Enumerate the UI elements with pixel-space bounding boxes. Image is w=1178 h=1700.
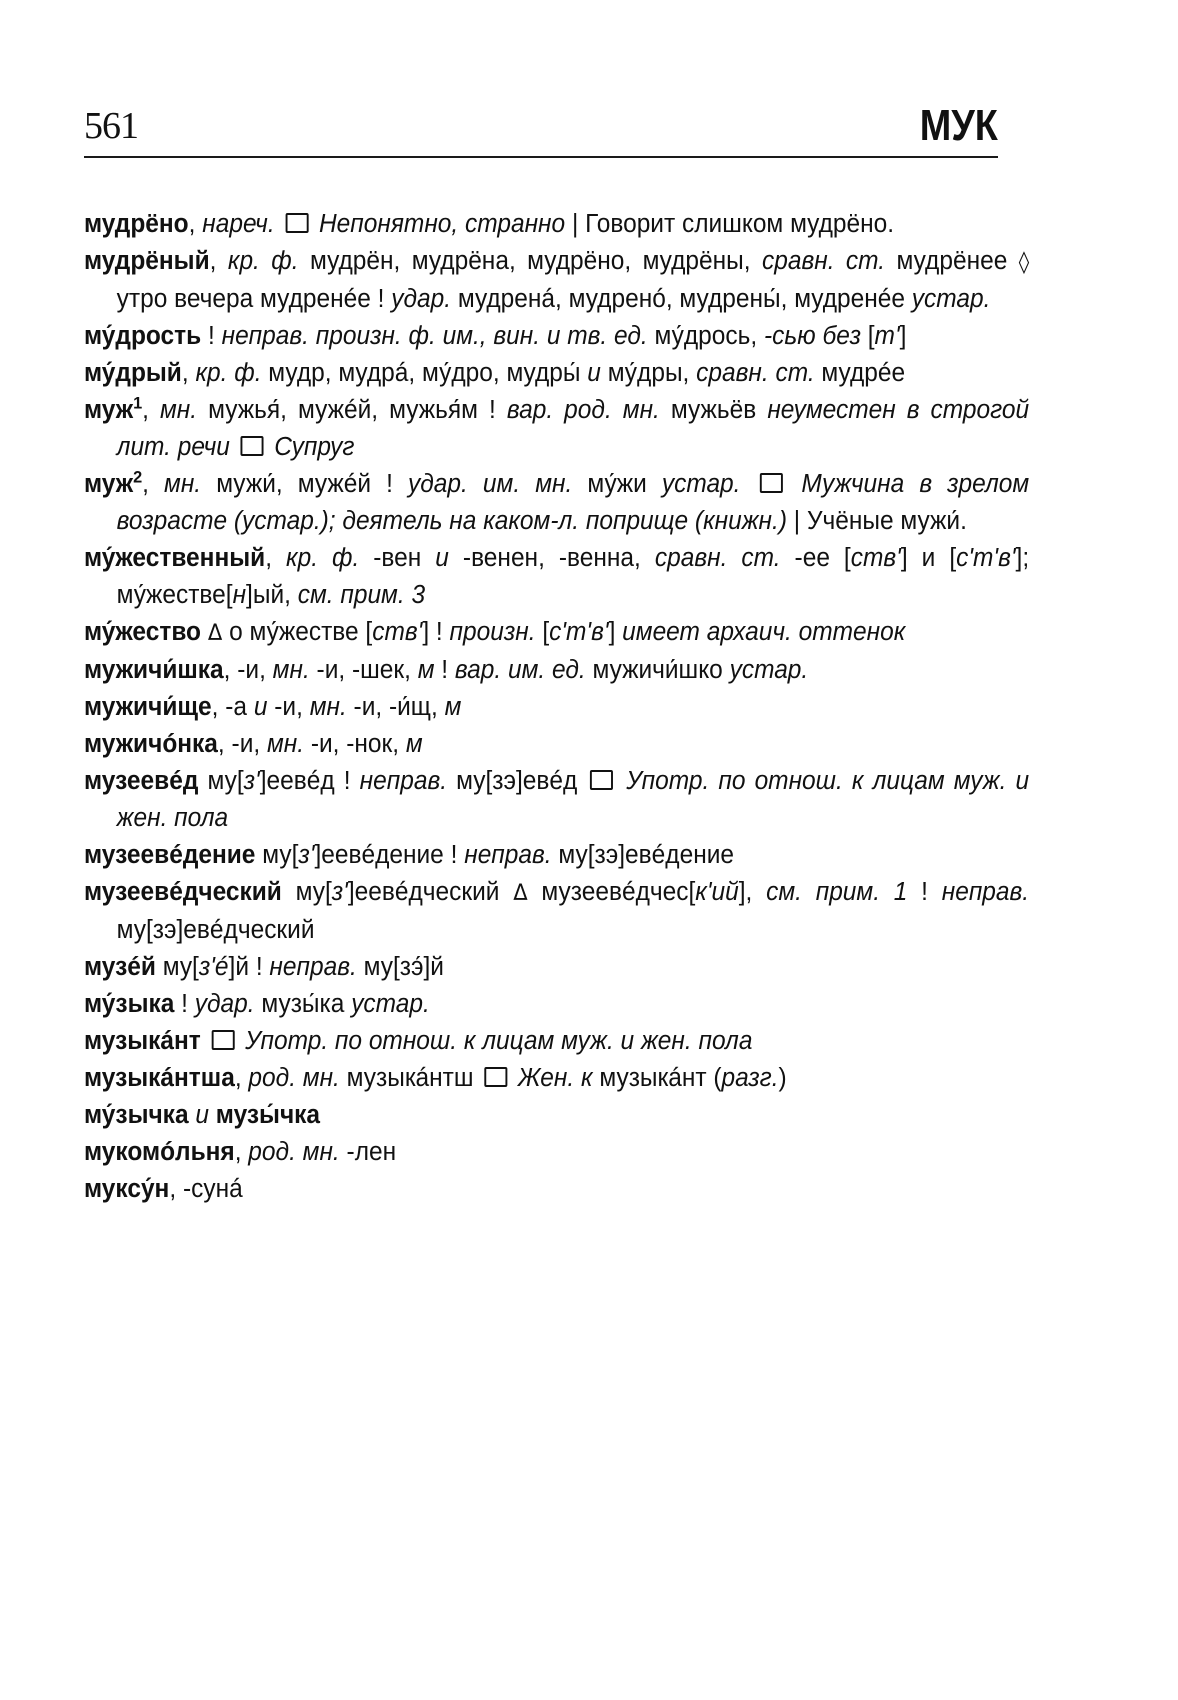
entry-text — [201, 1027, 208, 1055]
grammar-label: устар. — [729, 656, 809, 684]
entry-text: ]еевéд ! — [259, 767, 360, 795]
grammar-label: удар. — [391, 285, 452, 313]
entry-text: ]ый, — [246, 581, 298, 609]
grammar-label: см. прим. 1 — [766, 878, 908, 906]
headword: мужичи́шка — [84, 656, 224, 684]
entry-text: му[ — [198, 767, 244, 795]
entry-text: ]еевéдение ! — [314, 841, 465, 869]
dictionary-entry — [84, 1097, 1029, 1134]
grammar-label: неправ. — [464, 841, 552, 869]
entry-text: [ — [860, 322, 875, 350]
grammar-label: сравн. ст. — [654, 544, 781, 572]
entry-text: му́дрось, — [647, 322, 764, 350]
entry-text: мудрёнее — [885, 247, 1019, 275]
grammar-label: неправ. — [359, 767, 448, 795]
entry-text: ! — [201, 322, 222, 350]
entry-text: ! — [174, 990, 195, 1018]
definition-box-icon — [241, 436, 264, 456]
headword: музéй — [84, 953, 156, 981]
headword: му́зычка — [84, 1101, 189, 1129]
triangle-icon: Δ — [513, 881, 528, 906]
headword: муж — [84, 470, 134, 498]
entry-text: | Учёные мужи́. — [786, 507, 967, 535]
entry-text: -ее [ — [780, 544, 851, 572]
headword: музеевéдение — [84, 841, 256, 869]
grammar-label: кр. ф. — [195, 359, 262, 387]
dictionary-entry — [84, 1134, 1029, 1171]
dictionary-entry — [84, 986, 1029, 1023]
entry-text: му[ — [281, 878, 332, 906]
grammar-label: удар. им. мн. — [408, 470, 573, 498]
entry-text: му[зэ́]й — [356, 953, 444, 981]
entry-text: ] — [608, 618, 623, 646]
grammar-label: вар. им. ед. — [454, 656, 586, 684]
entry-text: му[ — [155, 953, 199, 981]
entry-text: му[зэ]евéдческий — [116, 916, 315, 944]
entry-text — [275, 210, 282, 238]
dictionary-entry — [84, 1060, 1029, 1097]
entry-text: мудр, мудрá, му́дро, мудры́ — [261, 359, 588, 387]
grammar-label: вар. род. мн. — [506, 396, 660, 424]
grammar-label: и — [253, 693, 268, 721]
entry-text: ]й ! — [228, 953, 270, 981]
dictionary-entry — [84, 763, 1029, 837]
entry-text: мудрён, мудрёна, мудрёно, мудрёны, — [298, 247, 762, 275]
entry-text: мужи́, мужéй ! — [201, 470, 409, 498]
headword: мужичóнка — [84, 730, 218, 758]
grammar-label: н — [232, 581, 247, 609]
entry-text: мужичи́шко — [585, 656, 730, 684]
entry-text: -лен — [339, 1138, 397, 1166]
entry-text: мудрéе — [814, 359, 906, 387]
grammar-label: с'т'в' — [549, 618, 609, 646]
entry-text: ! — [907, 878, 942, 906]
entry-text: мужьёв — [659, 396, 768, 424]
entry-text: ! — [434, 656, 455, 684]
headword: мудрёный — [84, 247, 210, 275]
entry-text: -и, -и́щ, — [346, 693, 445, 721]
homonym-index: 2 — [133, 467, 143, 487]
entry-text: , -и, — [223, 656, 273, 684]
grammar-label: кр. ф. — [227, 247, 299, 275]
entry-text: , — [188, 210, 203, 238]
entry-text — [230, 433, 237, 461]
headword: мукомóльня — [84, 1138, 235, 1166]
grammar-label: сравн. ст. — [761, 247, 886, 275]
grammar-label: т' — [874, 322, 900, 350]
grammar-label: устар. — [661, 470, 741, 498]
entry-text: -и, -нок, — [304, 730, 406, 758]
entry-text: , -сунá — [169, 1175, 243, 1203]
entry-text: , — [209, 247, 228, 275]
entry-text — [740, 470, 755, 498]
entry-text: му́жи — [572, 470, 662, 498]
headword: му́жество — [84, 618, 202, 646]
grammar-label: з'é — [198, 953, 229, 981]
definition-box-icon — [590, 770, 613, 790]
entry-text: , — [142, 470, 165, 498]
grammar-label: ств' — [850, 544, 901, 572]
grammar-label: з' — [298, 841, 315, 869]
grammar-label: неправ. — [269, 953, 357, 981]
dictionary-entry — [84, 1171, 1029, 1208]
dictionary-entry — [84, 392, 1029, 466]
grammar-label: устар. — [351, 990, 430, 1018]
grammar-label: род. мн. — [248, 1138, 340, 1166]
grammar-label: м — [444, 693, 462, 721]
entry-text: , — [265, 544, 287, 572]
grammar-label: Употр. по отнош. к лицам муж. и жен. пола — [116, 767, 1030, 832]
entry-text: му[зэ]евéдение — [551, 841, 735, 869]
entry-text: -и, — [267, 693, 310, 721]
entry-text — [189, 1101, 196, 1129]
dictionary-entry — [84, 689, 1029, 726]
entry-text: музеевéдчес[ — [527, 878, 696, 906]
entry-text: , — [181, 359, 196, 387]
entry-text: , — [234, 1064, 249, 1092]
grammar-label: и — [435, 544, 449, 572]
entry-text: , -а — [211, 693, 254, 721]
headword: музеевéдческий — [84, 878, 282, 906]
grammar-label: Жен. к — [511, 1064, 593, 1092]
grammar-label: и — [587, 359, 601, 387]
guide-word: МУК — [919, 101, 998, 150]
dictionary-page — [84, 96, 1030, 1208]
grammar-label: Непонятно, странно — [312, 210, 566, 238]
entry-text: му[зэ]евéд — [447, 767, 587, 795]
grammar-label: неправ. произн. ф. им., вин. и тв. ед. — [221, 322, 648, 350]
grammar-label: мн. — [164, 470, 202, 498]
headword: музыкáнтша — [84, 1064, 235, 1092]
dictionary-entry — [84, 726, 1029, 763]
grammar-label: имеет архаич. оттенок — [622, 618, 906, 646]
headword: мужичи́ще — [84, 693, 212, 721]
definition-box-icon — [211, 1030, 234, 1050]
entry-text: музыкáнтш — [339, 1064, 481, 1092]
grammar-label: мн. — [266, 730, 305, 758]
entry-text: -вен — [359, 544, 436, 572]
grammar-label: Супруг — [267, 433, 355, 461]
grammar-label: м — [417, 656, 435, 684]
headword: музеевéд — [84, 767, 199, 795]
headword: музы́чка — [215, 1101, 321, 1129]
entry-text: | Говорит слишком мудрёно. — [565, 210, 895, 238]
grammar-label: -сью без — [763, 322, 861, 350]
entry-text: о му́жестве [ — [222, 618, 373, 646]
entry-text: мудренá, мудренó, мудрены́, мудренéе — [451, 285, 912, 313]
grammar-label: разг. — [721, 1064, 779, 1092]
grammar-label: произн. — [449, 618, 536, 646]
entry-text: ) — [778, 1064, 787, 1092]
dictionary-entry — [84, 652, 1029, 689]
dictionary-entry — [84, 614, 1029, 652]
entry-text: музыкáнт ( — [592, 1064, 722, 1092]
grammar-label: Употр. по отнош. к лицам муж. и жен. пола — [238, 1027, 753, 1055]
entry-text: ] и [ — [900, 544, 957, 572]
entry-text: [ — [535, 618, 550, 646]
dictionary-entry — [84, 540, 1029, 614]
headword: мудрёно — [84, 210, 189, 238]
grammar-label: з' — [243, 767, 260, 795]
entry-text: -и, -шек, — [309, 656, 418, 684]
definition-box-icon — [484, 1067, 507, 1087]
entry-text: ]еевéдческий — [347, 878, 514, 906]
headword: муж — [84, 396, 134, 424]
entry-text — [201, 618, 208, 646]
entry-text: му́дры, — [600, 359, 697, 387]
entry-text: ], — [738, 878, 767, 906]
entry-text: , -и, — [217, 730, 267, 758]
page-number: 561 — [84, 105, 138, 147]
entry-text: ] ! — [422, 618, 450, 646]
definition-box-icon — [285, 213, 308, 233]
entry-text: мужья́, мужéй, мужья́м ! — [197, 396, 507, 424]
grammar-label: нареч. — [202, 210, 275, 238]
grammar-label: м — [405, 730, 423, 758]
dictionary-entry — [84, 949, 1029, 986]
triangle-icon: Δ — [207, 621, 223, 646]
headword: му́дрый — [84, 359, 182, 387]
grammar-label: мн. — [160, 396, 198, 424]
entry-list — [84, 206, 1030, 1208]
dictionary-entry — [84, 318, 1029, 355]
headword: муксу́н — [84, 1175, 170, 1203]
headword: му́дрость — [84, 322, 202, 350]
diamond-icon: ◊ — [1018, 250, 1030, 275]
headword: музыкáнт — [84, 1027, 201, 1055]
entry-text: ]; му́жестве[ — [116, 544, 1030, 609]
grammar-label: к'ий — [695, 878, 739, 906]
grammar-label: неправ. — [941, 878, 1030, 906]
grammar-label: сравн. ст. — [696, 359, 815, 387]
dictionary-entry — [84, 874, 1029, 949]
entry-text: , — [142, 396, 161, 424]
dictionary-entry — [84, 837, 1029, 874]
entry-text: му[ — [255, 841, 299, 869]
grammar-label: устар. — [911, 285, 991, 313]
grammar-label: см. прим. 3 — [297, 581, 426, 609]
entry-text: -венен, -венна, — [448, 544, 655, 572]
entry-text: ] — [899, 322, 907, 350]
grammar-label: род. мн. — [248, 1064, 340, 1092]
entry-text: , — [234, 1138, 249, 1166]
entry-text: музы́ка — [254, 990, 352, 1018]
dictionary-entry — [84, 1023, 1029, 1060]
grammar-label: з' — [331, 878, 348, 906]
entry-text: утро вечера мудренéе ! — [116, 285, 392, 313]
headword: му́жественный — [84, 544, 266, 572]
grammar-label: неуместен в строгой лит. речи — [116, 396, 1030, 461]
homonym-index: 1 — [133, 393, 143, 413]
dictionary-entry — [84, 243, 1029, 318]
running-head — [84, 96, 998, 158]
grammar-label: Мужчина в зрелом возрасте (устар.); деятель на каком-л. поприще (книжн.) — [116, 470, 1030, 535]
grammar-label: мн. — [309, 693, 347, 721]
grammar-label: с'т'в' — [956, 544, 1016, 572]
dictionary-entry — [84, 466, 1029, 540]
grammar-label: кр. ф. — [286, 544, 360, 572]
definition-box-icon — [759, 473, 782, 493]
grammar-label: удар. — [194, 990, 255, 1018]
grammar-label: мн. — [272, 656, 310, 684]
headword: му́зыка — [84, 990, 175, 1018]
dictionary-entry — [84, 206, 1029, 243]
grammar-label: и — [195, 1101, 209, 1129]
grammar-label: ств' — [372, 618, 423, 646]
dictionary-entry — [84, 355, 1029, 392]
